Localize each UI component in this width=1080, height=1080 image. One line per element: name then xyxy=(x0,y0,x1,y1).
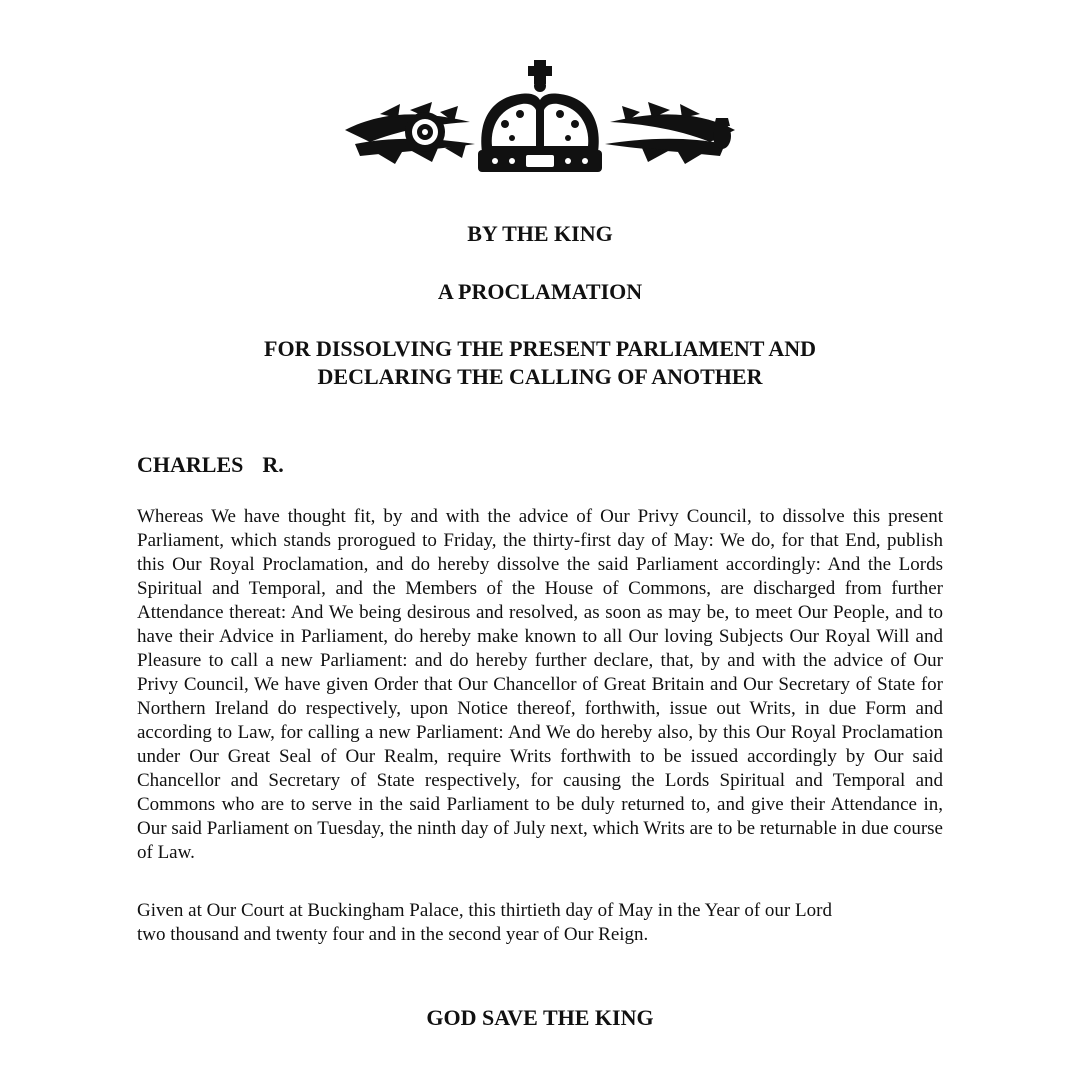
proclamation-body: Whereas We have thought fit, by and with the advice of Our Privy Council, to dissolve this present Parliament, which stands prorogued to Friday, the thirty-first day of May: We do, for that End, publish this Our Royal Proclamation, and do hereby dissolve the said Parliament accordingly: And the Lords Spiritual and Temporal, and the Members of the House of Commons, are discharged from further Attendance thereat: And We being desirous and resolved, as soon as may be, to meet Our People, and to have their Advice in Parliament, do hereby make known to all Our loving Subjects Our Royal Will and Pleasure to call a new Parliament: and do hereby further declare, that, by and with the advice of Our Privy Council, We have given Order that Our Chancellor of Great Britain and Our Secretary of State for Northern Ireland do respectively, upon Notice thereof, forthwith, issue out Writs, in due Form and according to Law, for calling a new Parliament: And We do hereby also, by this Our Royal Proclamation under Our Great Seal of Our Realm, require Writs forthwith to be issued accordingly by Our said Chancellor and Secretary of State respectively, for causing the Lords Spiritual and Temporal and Commons who are to serve in the said Parliament to be duly returned to, and give their Attendance in, Our said Parliament on Tuesday, the ninth day of July next, which Writs are to be returnable in due course of Law. xyxy=(137,506,943,863)
heading-title xyxy=(0,335,1080,391)
given-at-line-1: Given at Our Court at Buckingham Palace, this thirtieth day of May in the Year of our Lord xyxy=(137,900,832,921)
royal-crown-emblem-icon xyxy=(340,52,740,187)
given-at-clause xyxy=(137,899,943,947)
given-at-line-2: two thousand and twenty four and in the second year of Our Reign. xyxy=(137,924,649,945)
heading-title-line-2: DECLARING THE CALLING OF ANOTHER xyxy=(317,364,763,389)
heading-title-line-1: FOR DISSOLVING THE PRESENT PARLIAMENT AND xyxy=(264,336,816,361)
god-save-the-king: GOD SAVE THE KING xyxy=(426,1005,654,1030)
heading-a-proclamation: A PROCLAMATION xyxy=(437,279,643,304)
royal-signature: CHARLES R. xyxy=(137,452,284,477)
heading-by-the-king: BY THE KING xyxy=(467,221,613,246)
